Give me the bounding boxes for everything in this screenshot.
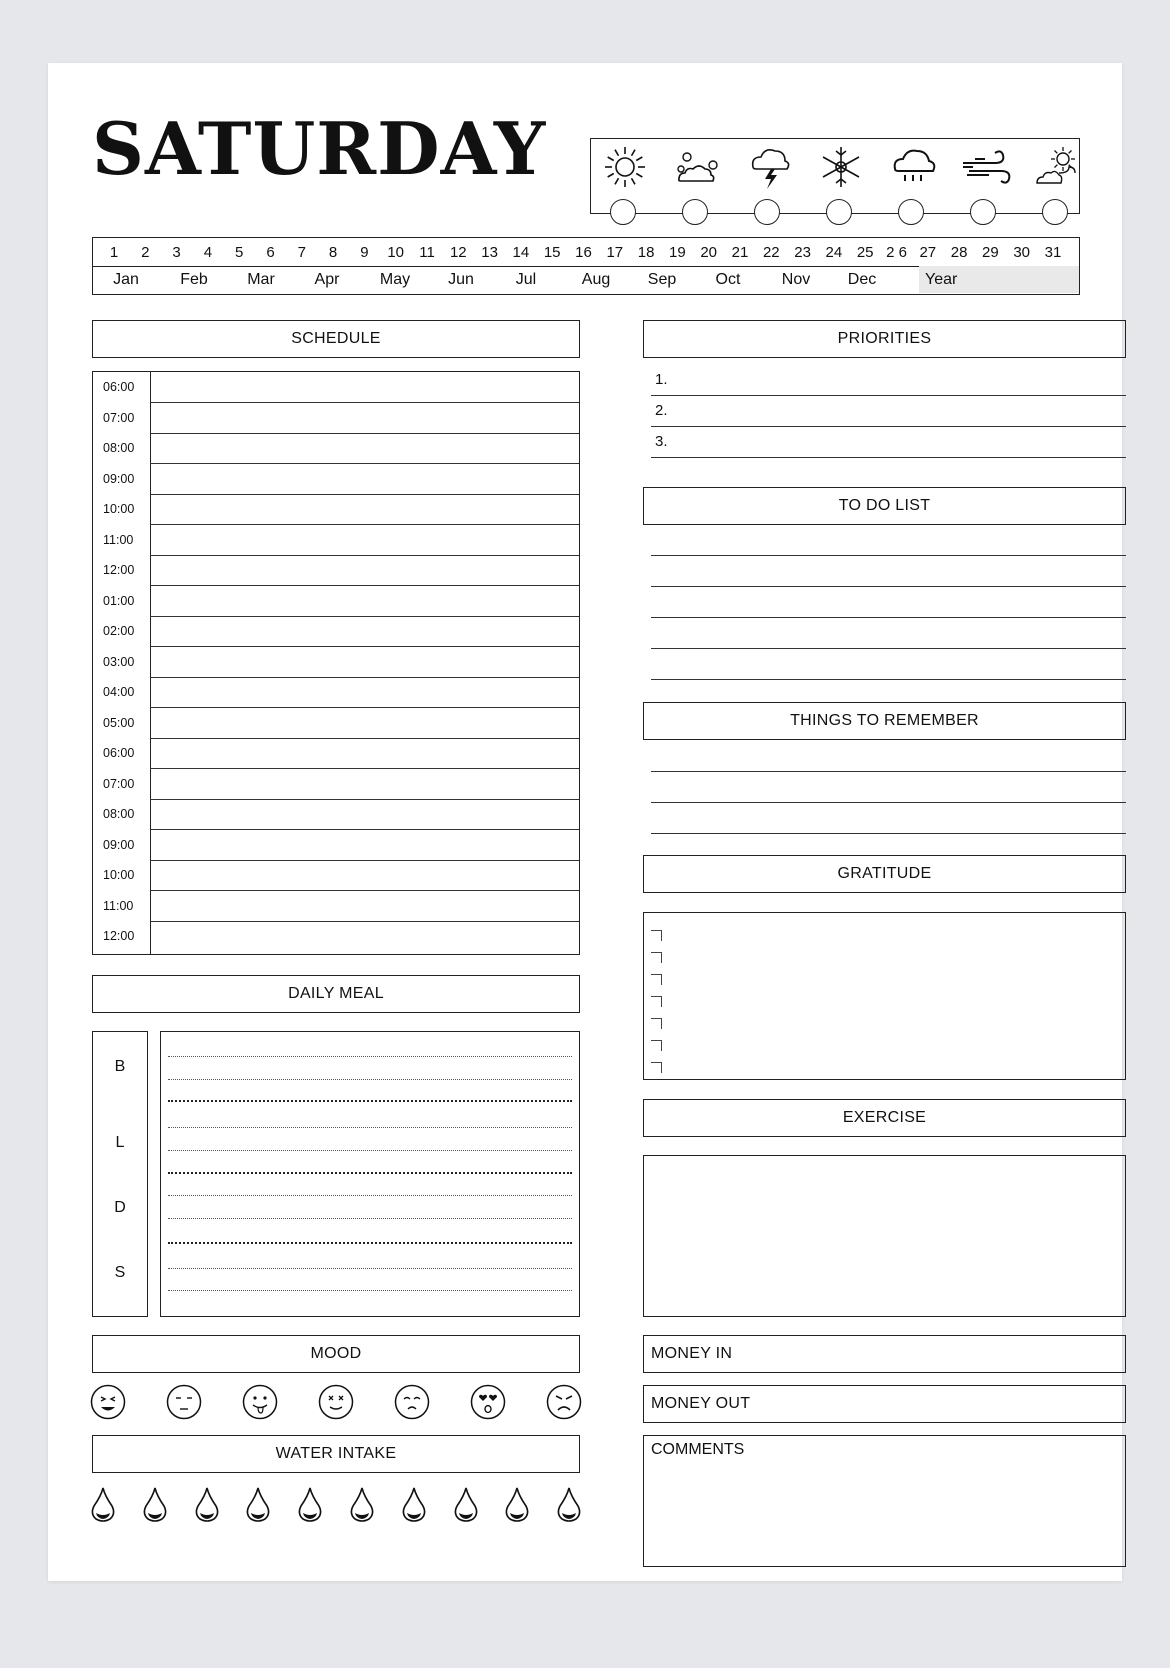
- day-number[interactable]: 23: [794, 244, 811, 261]
- month-label[interactable]: May: [379, 271, 411, 288]
- time-label: 08:00: [103, 807, 135, 821]
- meal-letters: [92, 1031, 148, 1317]
- weather-option: [739, 139, 799, 239]
- comments-box[interactable]: [643, 1435, 1126, 1567]
- meal-divider: [168, 1242, 572, 1244]
- schedule-row[interactable]: [150, 860, 579, 891]
- day-number[interactable]: 25: [856, 244, 874, 261]
- schedule-row[interactable]: [150, 555, 579, 586]
- mood-header: MOOD: [92, 1335, 580, 1373]
- laughing-face-icon[interactable]: [90, 1384, 126, 1420]
- dizzy-face-icon[interactable]: [318, 1384, 354, 1420]
- day-number[interactable]: 24: [825, 244, 843, 261]
- sun-cloud-icon: [1033, 143, 1083, 193]
- month-label[interactable]: Oct: [715, 271, 741, 288]
- schedule-row[interactable]: [150, 433, 579, 464]
- heart-eyes-face-icon[interactable]: [470, 1384, 506, 1420]
- meal-letter: L: [115, 1134, 125, 1151]
- day-number[interactable]: 8: [328, 244, 338, 261]
- time-label: 03:00: [103, 654, 135, 669]
- priority-line[interactable]: [651, 426, 1126, 427]
- partly-cloudy-icon: [673, 143, 723, 193]
- water-drop-icon[interactable]: [245, 1486, 271, 1522]
- time-label: 04:00: [103, 685, 135, 699]
- time-label: 01:00: [103, 593, 135, 608]
- day-number[interactable]: 2 6: [886, 244, 907, 261]
- todo-header: TO DO LIST: [643, 487, 1126, 525]
- weather-option: [1027, 139, 1087, 239]
- month-label[interactable]: Aug: [581, 271, 611, 288]
- day-number[interactable]: 14: [512, 244, 530, 261]
- day-number[interactable]: 18: [637, 244, 655, 261]
- month-label[interactable]: Jul: [515, 271, 537, 288]
- time-label: 12:00: [103, 563, 135, 577]
- comments-label: COMMENTS: [651, 1441, 745, 1458]
- schedule-header: SCHEDULE: [92, 320, 580, 358]
- day-number[interactable]: 21: [731, 244, 749, 261]
- gratitude-checkbox[interactable]: [651, 930, 662, 941]
- snowflake-icon: [817, 143, 867, 193]
- weather-selector: [590, 138, 1080, 214]
- priority-number: 3.: [655, 433, 668, 450]
- month-label[interactable]: Feb: [180, 271, 208, 288]
- time-label: 10:00: [103, 868, 135, 882]
- meal-line[interactable]: [168, 1195, 572, 1196]
- meal-letter: S: [114, 1264, 126, 1281]
- meal-letter: B: [114, 1058, 126, 1075]
- time-label: 07:00: [103, 410, 135, 425]
- day-number[interactable]: 29: [982, 244, 999, 261]
- day-number[interactable]: 28: [950, 244, 968, 261]
- month-label[interactable]: Sep: [647, 271, 677, 288]
- day-number[interactable]: 10: [387, 244, 405, 261]
- day-number[interactable]: 13: [481, 244, 498, 261]
- water-drop-icon[interactable]: [194, 1486, 220, 1522]
- schedule-row[interactable]: [150, 647, 579, 678]
- weather-option: [883, 139, 943, 239]
- year-label: Year: [925, 271, 958, 288]
- todo-line[interactable]: [651, 648, 1126, 649]
- gratitude-checkbox[interactable]: [651, 974, 662, 985]
- time-label: 08:00: [103, 441, 135, 455]
- day-number[interactable]: 17: [606, 244, 624, 261]
- day-number[interactable]: 22: [762, 244, 780, 261]
- day-number[interactable]: 5: [235, 244, 244, 261]
- sad-face-icon[interactable]: [394, 1384, 430, 1420]
- day-row: [93, 238, 1079, 267]
- meal-letter: D: [114, 1199, 126, 1216]
- month-label[interactable]: Mar: [247, 271, 275, 288]
- schedule-row[interactable]: [150, 891, 579, 922]
- exercise-header: EXERCISE: [643, 1099, 1126, 1137]
- time-label: 12:00: [103, 929, 135, 943]
- time-label: 02:00: [103, 624, 135, 638]
- time-column: [93, 372, 151, 954]
- tongue-face-icon[interactable]: [242, 1384, 278, 1420]
- year-cell[interactable]: [919, 266, 1079, 293]
- daily-meal-header: DAILY MEAL: [92, 975, 580, 1013]
- weather-option: [811, 139, 871, 239]
- day-number[interactable]: 11: [419, 244, 435, 261]
- schedule-row[interactable]: [150, 738, 579, 769]
- day-number[interactable]: 7: [297, 244, 306, 261]
- day-number[interactable]: 6: [266, 244, 275, 261]
- gratitude-checkbox[interactable]: [651, 1062, 662, 1073]
- date-strip: [92, 237, 1080, 295]
- day-number[interactable]: 1: [109, 244, 119, 261]
- time-label: 06:00: [103, 746, 135, 760]
- weather-option: [955, 139, 1015, 239]
- weather-radio[interactable]: [898, 199, 924, 225]
- schedule-row[interactable]: [150, 830, 579, 861]
- day-number[interactable]: 2: [141, 244, 150, 261]
- day-number[interactable]: 27: [919, 244, 937, 261]
- money-out-field[interactable]: MONEY OUT: [643, 1385, 1126, 1423]
- time-label: 11:00: [103, 532, 134, 547]
- unamused-face-icon[interactable]: [166, 1384, 202, 1420]
- weather-radio[interactable]: [754, 199, 780, 225]
- priority-number: 2.: [655, 402, 668, 419]
- things-to-remember-header: THINGS TO REMEMBER: [643, 702, 1126, 740]
- day-number[interactable]: 3: [172, 244, 181, 261]
- day-number[interactable]: 19: [669, 244, 686, 261]
- remember-line[interactable]: [651, 833, 1126, 834]
- remember-line[interactable]: [651, 771, 1126, 772]
- water-drop-icon[interactable]: [349, 1486, 375, 1522]
- water-drop-icon[interactable]: [556, 1486, 582, 1522]
- day-number[interactable]: 30: [1013, 244, 1031, 261]
- remember-line[interactable]: [651, 802, 1126, 803]
- priorities-header: PRIORITIES: [643, 320, 1126, 358]
- time-label: 07:00: [103, 776, 135, 791]
- month-label[interactable]: Jun: [448, 271, 474, 288]
- thunderstorm-icon: [745, 143, 795, 193]
- meal-line[interactable]: [168, 1150, 572, 1151]
- water-drop-icon[interactable]: [401, 1486, 427, 1522]
- weather-radio[interactable]: [970, 199, 996, 225]
- day-number[interactable]: 20: [700, 244, 718, 261]
- water-drop-icon[interactable]: [504, 1486, 530, 1522]
- month-label[interactable]: Apr: [314, 271, 340, 288]
- meal-line[interactable]: [168, 1127, 572, 1128]
- schedule-row[interactable]: [150, 586, 579, 617]
- water-drop-icon[interactable]: [453, 1486, 479, 1522]
- day-number[interactable]: 9: [360, 244, 369, 261]
- water-drop-icon[interactable]: [297, 1486, 323, 1522]
- schedule-grid: [92, 371, 580, 955]
- gratitude-header: GRATITUDE: [643, 855, 1126, 893]
- time-label: 09:00: [103, 837, 135, 852]
- meal-lines: [160, 1031, 580, 1317]
- schedule-row[interactable]: [150, 799, 579, 830]
- weather-radio[interactable]: [1042, 199, 1068, 225]
- day-number[interactable]: 4: [203, 244, 213, 261]
- schedule-row[interactable]: [150, 464, 579, 495]
- month-label[interactable]: Jan: [113, 271, 139, 288]
- gratitude-checkbox[interactable]: [651, 1040, 662, 1051]
- meal-line[interactable]: [168, 1268, 572, 1269]
- schedule-row[interactable]: [150, 769, 579, 800]
- gratitude-checkbox[interactable]: [651, 952, 662, 963]
- todo-line[interactable]: [651, 679, 1126, 680]
- schedule-row[interactable]: [150, 677, 579, 708]
- gratitude-checkbox[interactable]: [651, 1018, 662, 1029]
- todo-line[interactable]: [651, 555, 1126, 556]
- water-intake-header: WATER INTAKE: [92, 1435, 580, 1473]
- weather-radio[interactable]: [610, 199, 636, 225]
- water-drop-icon[interactable]: [142, 1486, 168, 1522]
- exercise-box[interactable]: [643, 1155, 1126, 1317]
- todo-line[interactable]: [651, 586, 1126, 587]
- day-number[interactable]: 31: [1044, 244, 1062, 261]
- month-label[interactable]: Dec: [847, 271, 877, 288]
- schedule-row[interactable]: [150, 494, 579, 525]
- gratitude-checkbox[interactable]: [651, 996, 662, 1007]
- schedule-row[interactable]: [150, 403, 579, 434]
- priority-number: 1.: [655, 371, 668, 388]
- schedule-row[interactable]: [150, 525, 579, 556]
- angry-face-icon[interactable]: [546, 1384, 582, 1420]
- meal-line[interactable]: [168, 1056, 572, 1057]
- rain-cloud-icon: [889, 143, 939, 193]
- time-label: 09:00: [103, 471, 135, 486]
- priority-line[interactable]: [651, 395, 1126, 396]
- day-number[interactable]: 12: [449, 244, 467, 261]
- meal-divider: [168, 1100, 572, 1102]
- page-title: SATURDAY: [92, 106, 547, 191]
- month-label[interactable]: Nov: [781, 271, 811, 288]
- time-label: 05:00: [103, 715, 135, 730]
- meal-divider: [168, 1172, 572, 1174]
- wind-icon: [961, 143, 1011, 193]
- water-drop-icon[interactable]: [90, 1486, 116, 1522]
- weather-option: [595, 139, 655, 239]
- priority-line[interactable]: [651, 457, 1126, 458]
- day-number[interactable]: 16: [575, 244, 592, 261]
- time-label: 10:00: [103, 502, 135, 516]
- sun-icon: [601, 143, 651, 193]
- money-in-field[interactable]: MONEY IN: [643, 1335, 1126, 1373]
- todo-line[interactable]: [651, 617, 1126, 618]
- time-label: 11:00: [103, 898, 134, 913]
- day-number[interactable]: 15: [543, 244, 561, 261]
- gratitude-box[interactable]: [643, 912, 1126, 1080]
- weather-radio[interactable]: [826, 199, 852, 225]
- month-row: [93, 266, 1079, 293]
- schedule-row[interactable]: [150, 921, 579, 951]
- schedule-row[interactable]: [150, 616, 579, 647]
- meal-line[interactable]: [168, 1079, 572, 1080]
- schedule-row[interactable]: [150, 708, 579, 739]
- schedule-row[interactable]: [150, 372, 579, 403]
- planner-page: [48, 63, 1122, 1581]
- meal-line[interactable]: [168, 1290, 572, 1291]
- time-label: 06:00: [103, 380, 135, 394]
- weather-option: [667, 139, 727, 239]
- weather-radio[interactable]: [682, 199, 708, 225]
- meal-line[interactable]: [168, 1218, 572, 1219]
